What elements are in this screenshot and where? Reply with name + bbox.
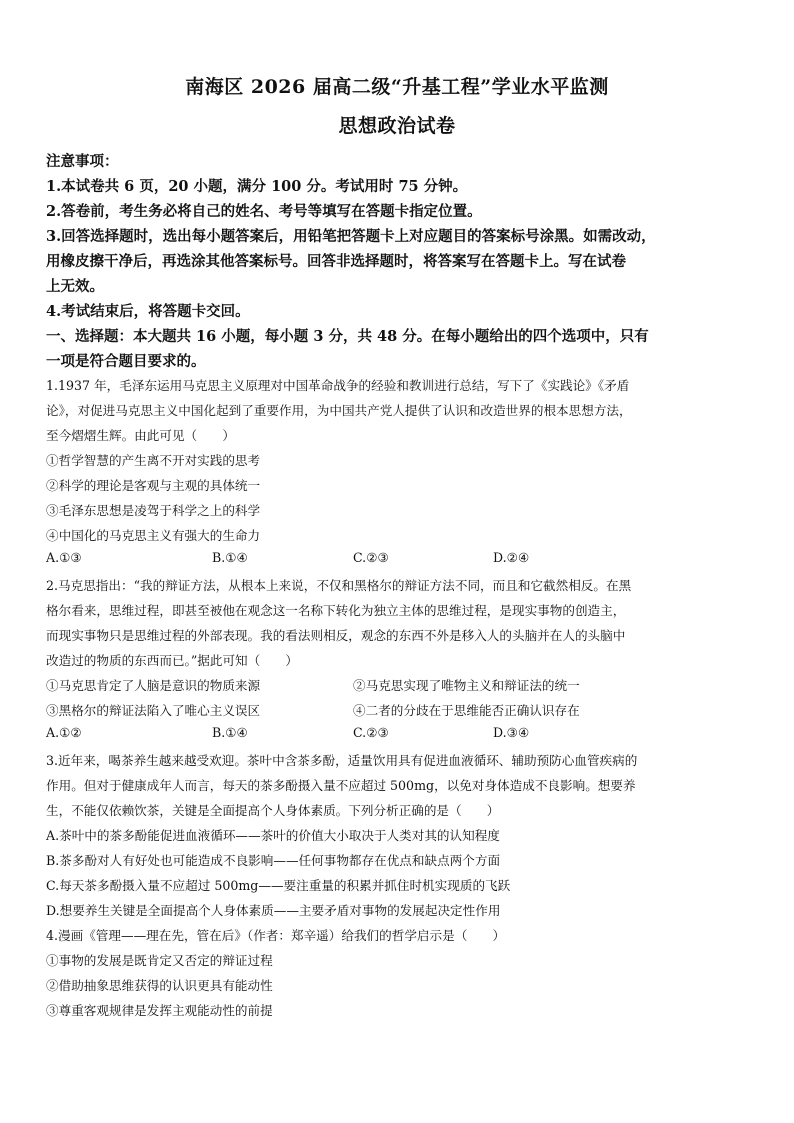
- q2-option-c[interactable]: C.②③: [353, 725, 389, 740]
- q3-stem: 生，不能仅依赖饮茶，关键是全面提高个人身体素质。下列分析正确的是（ ）: [46, 803, 500, 818]
- q4-statement: ②借助抽象思维获得的认识更具有能动性: [46, 978, 273, 993]
- q2-statement: ③黑格尔的辩证法陷入了唯心主义误区: [46, 703, 261, 718]
- q2-statement: ②马克思实现了唯物主义和辩证法的统一: [353, 678, 580, 693]
- notice-item: 1.本试卷共 6 页，20 小题，满分 100 分。考试用时 75 分钟。: [46, 178, 468, 195]
- notice-heading: 注意事项：: [46, 153, 119, 170]
- q2-option-a[interactable]: A.①②: [46, 725, 82, 740]
- q1-option-b[interactable]: B.①④: [212, 550, 248, 565]
- q3-stem: 3.近年来，喝茶养生越来越受欢迎。茶叶中含茶多酚，适量饮用具有促进血液循环、辅助预防心血管疾病的: [46, 753, 638, 768]
- exam-title: 南海区 2026 届高二级“升基工程”学业水平监测: [185, 76, 609, 98]
- q1-statement: ①哲学智慧的产生离不开对实践的思考: [46, 453, 261, 468]
- q1-statement: ②科学的理论是客观与主观的具体统一: [46, 478, 261, 493]
- notice-item: 用橡皮擦干净后，再选涂其他答案标号。回答非选择题时，将答案写在答题卡上。写在试卷: [46, 253, 626, 270]
- q1-stem: 至今熠熠生辉。由此可见（ ）: [46, 428, 235, 443]
- q4-statement: ①事物的发展是既肯定又否定的辩证过程: [46, 953, 273, 968]
- q2-option-b[interactable]: B.①④: [212, 725, 248, 740]
- q2-option-d[interactable]: D.③④: [493, 725, 530, 740]
- q2-statement: ④二者的分歧在于思维能否正确认识存在: [353, 703, 580, 718]
- q3-option-b[interactable]: B.茶多酚对人有好处也可能造成不良影响——任何事物都存在优点和缺点两个方面: [46, 853, 501, 868]
- q1-option-d[interactable]: D.②④: [493, 550, 530, 565]
- q3-option-c[interactable]: C.每天茶多酚摄入量不应超过 500mg——要注重量的积累并抓住时机实现质的飞跃: [46, 878, 511, 893]
- q1-statement: ④中国化的马克思主义有强大的生命力: [46, 528, 261, 543]
- q1-statement: ③毛泽东思想是凌驾于科学之上的科学: [46, 503, 261, 518]
- exam-subtitle: 思想政治试卷: [338, 115, 456, 137]
- q2-stem: 改造过的物质的东西而已。”据此可知（ ）: [46, 653, 299, 668]
- q1-stem: 1.1937 年，毛泽东运用马克思主义原理对中国革命战争的经验和教训进行总结，写下了《实践论》《矛盾: [46, 378, 630, 393]
- q1-option-a[interactable]: A.①③: [46, 550, 82, 565]
- q1-option-c[interactable]: C.②③: [353, 550, 389, 565]
- notice-item: 上无效。: [46, 278, 104, 295]
- q3-stem: 作用。但对于健康成年人而言，每天的茶多酚摄入量不应超过 500mg，以免对身体造成不良影响。想要养: [46, 778, 636, 793]
- q2-stem: 2.马克思指出：“我的辩证方法，从根本上来说，不仅和黑格尔的辩证方法不同，而且和它截然相反。在黑: [46, 578, 632, 593]
- q3-option-a[interactable]: A.茶叶中的茶多酚能促进血液循环——茶叶的价值大小取决于人类对其的认知程度: [46, 828, 500, 843]
- notice-item: 4.考试结束后，将答题卡交回。: [46, 303, 250, 320]
- q4-stem: 4.漫画《管理——理在先，管在后》（作者：郑辛遥）给我们的哲学启示是（ ）: [46, 928, 506, 943]
- notice-item: 2.答卷前，考生务必将自己的姓名、考号等填写在答题卡指定位置。: [46, 203, 482, 220]
- q2-statement: ①马克思肯定了人脑是意识的物质来源: [46, 678, 261, 693]
- section-heading: 一项是符合题目要求的。: [46, 353, 206, 370]
- q3-option-d[interactable]: D.想要养生关键是全面提高个人身体素质——主要矛盾对事物的发展起决定性作用: [46, 903, 501, 918]
- q1-stem: 论》，对促进马克思主义中国化起到了重要作用，为中国共产党人提供了认识和改造世界的根本思想方法，: [46, 403, 632, 418]
- q4-statement: ③尊重客观规律是发挥主观能动性的前提: [46, 1003, 273, 1018]
- section-heading: 一、选择题：本大题共 16 小题，每小题 3 分，共 48 分。在每小题给出的四个选项中，只有: [46, 328, 649, 345]
- notice-item: 3.回答选择题时，选出每小题答案后，用铅笔把答题卡上对应题目的答案标号涂黑。如需改动，: [46, 228, 656, 245]
- q2-stem: 而现实事物只是思维过程的外部表现。我的看法则相反，观念的东西不外是移入人的头脑并在人的头脑中: [46, 628, 626, 643]
- q2-stem: 格尔看来，思维过程，即甚至被他在观念这一名称下转化为独立主体的思维过程，是现实事物的创造主，: [46, 603, 626, 618]
